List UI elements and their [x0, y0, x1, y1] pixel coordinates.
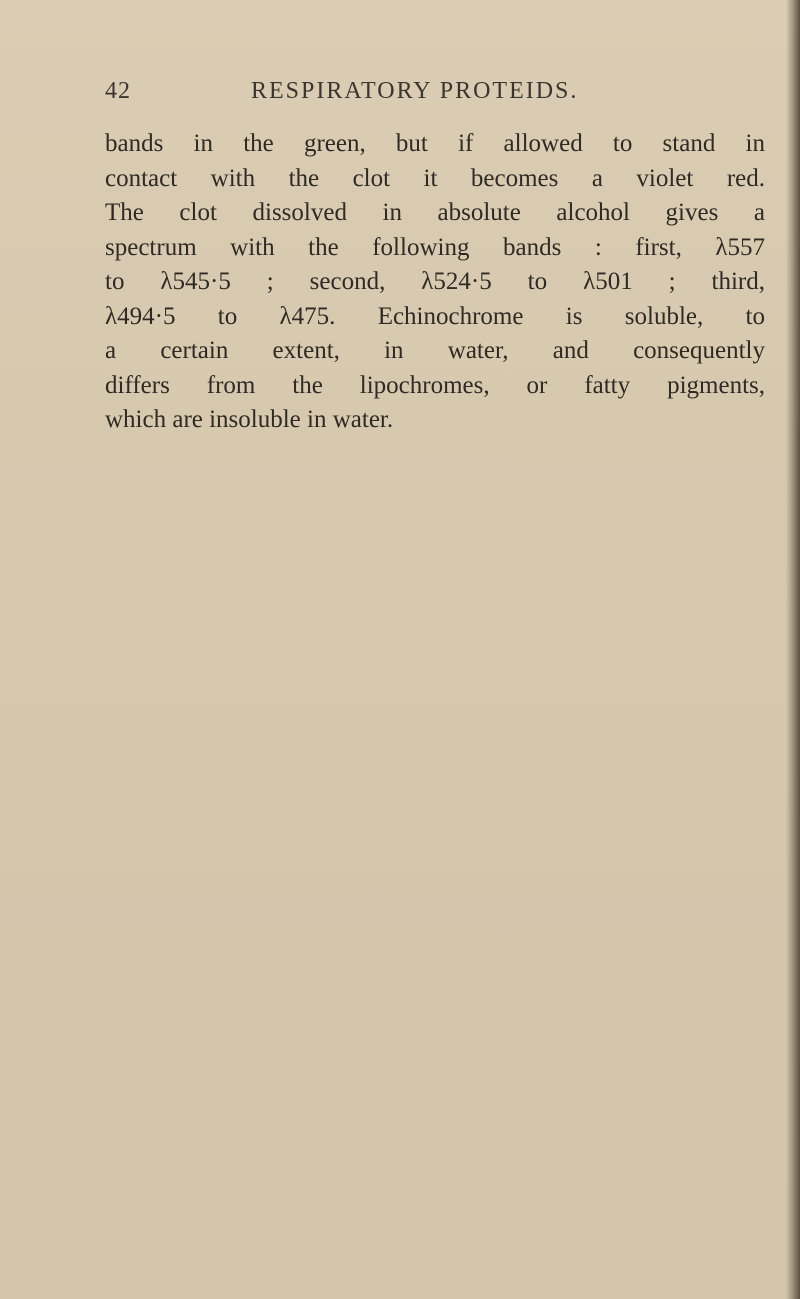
text-line: which are insoluble in water.	[105, 406, 394, 433]
text-line: The clot dissolved in absolute alcohol gives a	[105, 199, 765, 226]
page-header	[105, 74, 625, 108]
text-line: differs from the lipochromes, or fatty pigments,	[105, 371, 765, 399]
body-paragraph	[105, 127, 765, 438]
text-line: to λ545·5 ; second, λ524·5 to λ501 ; third,	[105, 268, 765, 295]
page-number: 42	[105, 78, 131, 104]
text-line: spectrum with the following bands : first, λ557	[105, 233, 765, 261]
text-line: a certain extent, in water, and consequently	[105, 337, 765, 364]
text-line: bands in the green, but if allowed to stand in	[105, 130, 765, 157]
text-line: contact with the clot it becomes a violet red.	[105, 164, 765, 192]
text-line: λ494·5 to λ475. Echinochrome is soluble, to	[105, 302, 765, 330]
running-head: RESPIRATORY PROTEIDS.	[251, 78, 579, 104]
page-edge-shadow	[786, 0, 800, 1299]
